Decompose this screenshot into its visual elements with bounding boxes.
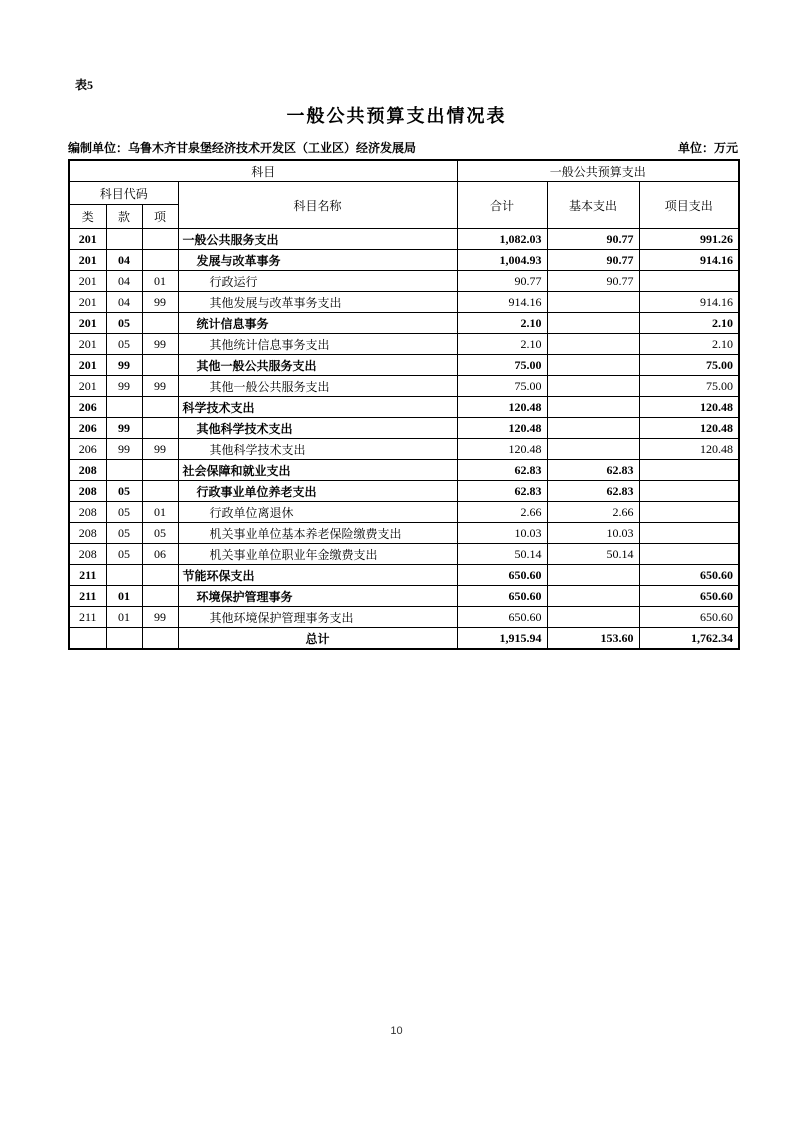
table-number-label: 表5: [75, 78, 94, 92]
value-project: 650.60: [639, 565, 739, 586]
value-project: [639, 502, 739, 523]
code-item: [142, 565, 178, 586]
table-row: [69, 229, 739, 250]
code-item: [142, 481, 178, 502]
subject-name-cell: 其他一般公共服务支出: [178, 376, 457, 397]
value-total: 2.10: [457, 313, 547, 334]
value-basic: 62.83: [547, 481, 639, 502]
code-item: 06: [142, 544, 178, 565]
value-basic: [547, 334, 639, 355]
table-meta-row: [68, 139, 738, 156]
code-class: 208: [69, 523, 106, 544]
value-basic: 50.14: [547, 544, 639, 565]
code-class: 201: [69, 313, 106, 334]
value-total: 1,004.93: [457, 250, 547, 271]
value-project: 650.60: [639, 607, 739, 628]
value-total: 62.83: [457, 481, 547, 502]
code-section: [106, 229, 142, 250]
table-row: [69, 334, 739, 355]
value-total: 914.16: [457, 292, 547, 313]
value-project: 75.00: [639, 376, 739, 397]
value-total: 120.48: [457, 439, 547, 460]
table-body: [69, 229, 739, 650]
value-project: 120.48: [639, 439, 739, 460]
subject-name-cell: 行政事业单位养老支出: [178, 481, 457, 502]
code-section: 99: [106, 376, 142, 397]
value-project: 914.16: [639, 250, 739, 271]
value-basic: [547, 313, 639, 334]
table-row: [69, 250, 739, 271]
header-row-1: [69, 160, 739, 182]
header-subject-name: 科目名称: [178, 182, 457, 229]
header-project-expenditure: 项目支出: [639, 182, 739, 229]
value-total: 75.00: [457, 376, 547, 397]
value-total: 120.48: [457, 418, 547, 439]
value-total: 75.00: [457, 355, 547, 376]
code-item: 01: [142, 502, 178, 523]
code-class: [69, 628, 106, 650]
value-basic: 90.77: [547, 271, 639, 292]
header-code-group: 科目代码: [69, 182, 178, 205]
subject-name-cell: 其他科学技术支出: [178, 418, 457, 439]
subject-name-cell: 总计: [178, 628, 457, 650]
value-basic: [547, 565, 639, 586]
code-class: 206: [69, 439, 106, 460]
code-class: 201: [69, 376, 106, 397]
header-row-2: [69, 182, 739, 205]
value-total: 650.60: [457, 586, 547, 607]
value-basic: [547, 418, 639, 439]
code-section: 05: [106, 523, 142, 544]
value-basic: 90.77: [547, 229, 639, 250]
value-project: 914.16: [639, 292, 739, 313]
code-section: 99: [106, 355, 142, 376]
code-section: 05: [106, 313, 142, 334]
value-basic: [547, 586, 639, 607]
code-class: 201: [69, 334, 106, 355]
code-class: 208: [69, 502, 106, 523]
table-row: [69, 565, 739, 586]
table-row: [69, 523, 739, 544]
code-section: 04: [106, 292, 142, 313]
code-class: 211: [69, 586, 106, 607]
code-item: 01: [142, 271, 178, 292]
subject-name-cell: 环境保护管理事务: [178, 586, 457, 607]
value-total: 50.14: [457, 544, 547, 565]
code-section: 05: [106, 481, 142, 502]
code-item: 99: [142, 376, 178, 397]
code-section: 99: [106, 439, 142, 460]
value-total: 650.60: [457, 565, 547, 586]
subject-name-cell: 行政运行: [178, 271, 457, 292]
value-basic: [547, 355, 639, 376]
value-basic: [547, 439, 639, 460]
value-total: 2.10: [457, 334, 547, 355]
code-class: 211: [69, 565, 106, 586]
subject-name-cell: 其他科学技术支出: [178, 439, 457, 460]
value-basic: 10.03: [547, 523, 639, 544]
subject-name-cell: 其他统计信息事务支出: [178, 334, 457, 355]
code-item: [142, 355, 178, 376]
value-project: 120.48: [639, 418, 739, 439]
code-class: 206: [69, 418, 106, 439]
budget-expenditure-table: [68, 159, 740, 650]
header-class: 类: [69, 205, 106, 229]
total-row: [69, 628, 739, 650]
value-basic: [547, 607, 639, 628]
value-project: 2.10: [639, 334, 739, 355]
prepared-by-label: 编制单位：乌鲁木齐甘泉堡经济技术开发区（工业区）经济发展局: [68, 141, 417, 155]
table-header: [69, 160, 739, 229]
header-budget-group: 一般公共预算支出: [457, 160, 739, 182]
value-project: 991.26: [639, 229, 739, 250]
table-row: [69, 397, 739, 418]
code-class: 201: [69, 229, 106, 250]
value-basic: [547, 292, 639, 313]
value-total: 1,082.03: [457, 229, 547, 250]
value-project: [639, 271, 739, 292]
header-section: 款: [106, 205, 142, 229]
code-section: 05: [106, 334, 142, 355]
table-row: [69, 460, 739, 481]
unit-label: 单位：万元: [677, 141, 738, 155]
code-item: [142, 586, 178, 607]
table-row: [69, 607, 739, 628]
code-item: [142, 313, 178, 334]
code-item: 05: [142, 523, 178, 544]
value-total: 120.48: [457, 397, 547, 418]
value-project: [639, 544, 739, 565]
table-row: [69, 439, 739, 460]
table-row: [69, 544, 739, 565]
subject-name-cell: 机关事业单位基本养老保险缴费支出: [178, 523, 457, 544]
subject-name-cell: 节能环保支出: [178, 565, 457, 586]
code-section: 04: [106, 250, 142, 271]
subject-name-cell: 发展与改革事务: [178, 250, 457, 271]
table-row: [69, 586, 739, 607]
value-project: 120.48: [639, 397, 739, 418]
code-item: [142, 628, 178, 650]
subject-name-cell: 行政单位离退休: [178, 502, 457, 523]
value-total: 650.60: [457, 607, 547, 628]
code-section: [106, 460, 142, 481]
code-section: 04: [106, 271, 142, 292]
code-section: [106, 565, 142, 586]
code-class: 201: [69, 250, 106, 271]
value-total: 62.83: [457, 460, 547, 481]
header-basic-expenditure: 基本支出: [547, 182, 639, 229]
code-class: 208: [69, 481, 106, 502]
value-project: 75.00: [639, 355, 739, 376]
code-item: [142, 418, 178, 439]
code-item: [142, 397, 178, 418]
value-basic: 62.83: [547, 460, 639, 481]
table-row: [69, 481, 739, 502]
subject-name-cell: 其他发展与改革事务支出: [178, 292, 457, 313]
value-project: [639, 481, 739, 502]
value-basic: 90.77: [547, 250, 639, 271]
subject-name-cell: 社会保障和就业支出: [178, 460, 457, 481]
value-total: 90.77: [457, 271, 547, 292]
table-row: [69, 418, 739, 439]
code-item: 99: [142, 607, 178, 628]
code-item: 99: [142, 292, 178, 313]
subject-name-cell: 其他环境保护管理事务支出: [178, 607, 457, 628]
code-item: [142, 250, 178, 271]
value-project: [639, 460, 739, 481]
value-total: 2.66: [457, 502, 547, 523]
code-class: 208: [69, 544, 106, 565]
code-item: [142, 460, 178, 481]
table-row: [69, 355, 739, 376]
value-total: 1,915.94: [457, 628, 547, 650]
code-item: 99: [142, 439, 178, 460]
subject-name-cell: 科学技术支出: [178, 397, 457, 418]
value-project: 650.60: [639, 586, 739, 607]
code-section: [106, 397, 142, 418]
value-project: 2.10: [639, 313, 739, 334]
code-class: 206: [69, 397, 106, 418]
code-item: 99: [142, 334, 178, 355]
table-row: [69, 292, 739, 313]
value-basic: 2.66: [547, 502, 639, 523]
code-section: 01: [106, 607, 142, 628]
table-row: [69, 313, 739, 334]
value-project: [639, 523, 739, 544]
code-section: [106, 628, 142, 650]
value-basic: [547, 376, 639, 397]
value-basic: 153.60: [547, 628, 639, 650]
subject-name-cell: 其他一般公共服务支出: [178, 355, 457, 376]
header-subject: 科目: [69, 160, 457, 182]
header-total: 合计: [457, 182, 547, 229]
page-title: 一般公共预算支出情况表: [286, 106, 507, 126]
code-class: 208: [69, 460, 106, 481]
page-number: 10: [390, 1025, 403, 1037]
value-project: 1,762.34: [639, 628, 739, 650]
code-class: 201: [69, 271, 106, 292]
table-row: [69, 271, 739, 292]
table-row: [69, 376, 739, 397]
code-class: 201: [69, 292, 106, 313]
subject-name-cell: 机关事业单位职业年金缴费支出: [178, 544, 457, 565]
subject-name-cell: 一般公共服务支出: [178, 229, 457, 250]
code-class: 211: [69, 607, 106, 628]
code-class: 201: [69, 355, 106, 376]
value-basic: [547, 397, 639, 418]
code-section: 01: [106, 586, 142, 607]
code-item: [142, 229, 178, 250]
value-total: 10.03: [457, 523, 547, 544]
subject-name-cell: 统计信息事务: [178, 313, 457, 334]
code-section: 99: [106, 418, 142, 439]
code-section: 05: [106, 502, 142, 523]
table-row: [69, 502, 739, 523]
header-item: 项: [142, 205, 178, 229]
code-section: 05: [106, 544, 142, 565]
